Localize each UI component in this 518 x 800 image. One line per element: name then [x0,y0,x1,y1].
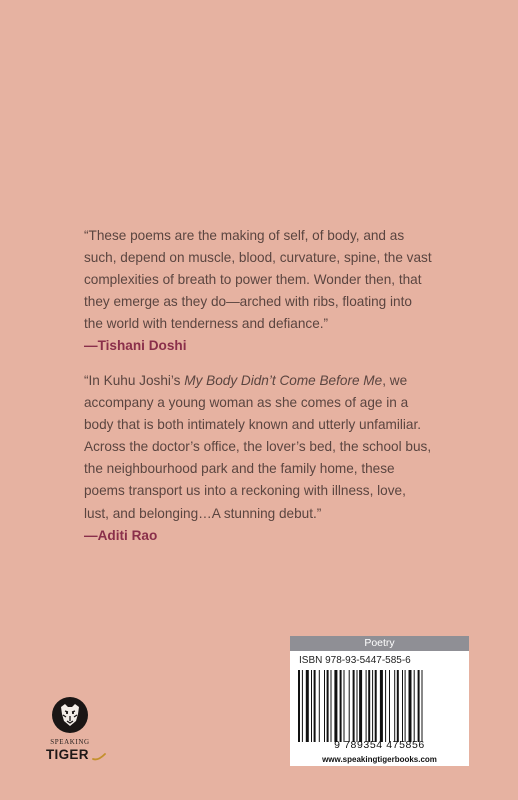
barcode-bar [327,670,329,742]
barcode-bar [402,670,403,742]
logo-text-tiger: TIGER [46,747,89,762]
barcode-bar [306,670,309,742]
barcode-bar [302,670,303,742]
barcode-bar [372,670,373,742]
barcode-bar [397,670,399,742]
barcode-bar [357,670,358,742]
blurb-quote-2-text [84,370,434,525]
barcode-bar [422,670,423,742]
barcode-digits: 9 789354 475856 [334,739,425,751]
blurb-quote-2 [84,370,434,547]
barcode-bar [418,670,420,742]
logo-text-speaking: SPEAKING [50,738,90,746]
tiger-head-icon [52,697,88,733]
swoosh-icon [92,752,106,762]
barcode-bar [385,670,386,742]
blurb-quote-2-text-after: , we accompany a young woman as she comes of age in a body that is both intimately known and utterly unfamiliar. Across the doctor’s office, the lover’s bed, the school bus, the neighbourhood park and the family home, these poems transport us into a reckoning with illness, love, lust, and belonging…A stunning debut.” [84,373,432,521]
barcode-bar [366,670,367,742]
barcode-bar [331,670,332,742]
barcode-bar [414,670,415,742]
barcode-bar [405,670,406,742]
barcode-bar [314,670,316,742]
barcode-bar [334,670,337,742]
barcode-bar [319,670,320,742]
barcode-bar [340,670,342,742]
barcode-bar [409,670,412,742]
barcode-bar [359,670,362,742]
barcode-bar [375,670,377,742]
barcode-bar [380,670,383,742]
blurb-quote-2-text-before: “In Kuhu Joshi’s [84,373,185,388]
barcode-bar [368,670,370,742]
book-title-italic: My Body Didn’t Come Before Me [184,373,383,388]
publisher-website: www.speakingtigerbooks.com [322,755,437,764]
barcode [298,670,461,742]
barcode-bar [394,670,395,742]
barcode-bar [389,670,390,742]
blurb-quote-1-text: “These poems are the making of self, of body, and as such, depend on muscle, blood, curvature, spine, the vast complexities of breath to power them. Wonder then, that they emerge as they do—arched with ribs, floating into the world with tenderness and defiance.” [84,228,432,332]
isbn-number: ISBN 978-93-5447-585-6 [299,655,411,666]
barcode-bar [349,670,350,742]
barcode-bar [344,670,345,742]
publisher-logo [46,697,110,769]
isbn-barcode-block [290,636,469,766]
barcode-bar [324,670,325,742]
blurb-quote-1 [84,225,434,357]
tiger-head-icon-drawing [52,697,88,733]
barcode-bar [298,670,300,742]
barcode-bar [353,670,355,742]
barcode-bar [311,670,312,742]
blurb-quote-1-attribution: —Tishani Doshi [84,338,187,354]
genre-label: Poetry [290,636,469,651]
blurb-quote-2-attribution: —Aditi Rao [84,527,158,543]
